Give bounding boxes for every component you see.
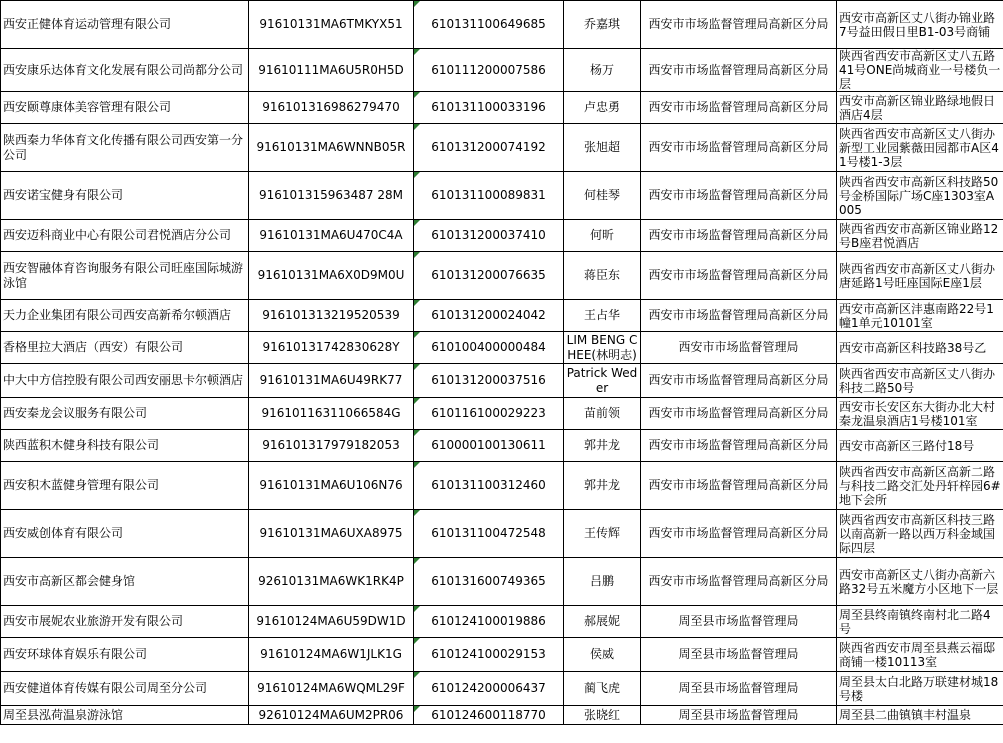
credit-code-cell[interactable]: 91610131MA6U106N76 bbox=[249, 462, 414, 510]
credit-code-cell[interactable]: 91610124MA6U59DW1D bbox=[249, 606, 414, 638]
address-cell[interactable]: 陕西省西安市高新区丈八街办新型工业园紫薇田园都市A区41号楼1-3层 bbox=[837, 124, 1003, 172]
registration-authority-cell[interactable]: 西安市市场监督管理局高新区分局 bbox=[641, 398, 837, 430]
address-cell[interactable]: 西安市高新区丈八街办高新六路32号五米魔方小区地下一层 bbox=[837, 558, 1003, 606]
legal-person-cell[interactable]: 苗前领 bbox=[564, 398, 641, 430]
table-row bbox=[1, 1, 1003, 49]
legal-person-cell[interactable]: 吕鹏 bbox=[564, 558, 641, 606]
company-name-cell[interactable]: 西安市高新区都会健身馆 bbox=[1, 558, 249, 606]
table-row bbox=[1, 172, 1003, 220]
credit-code-cell[interactable]: 91610131MA6TMKYX51 bbox=[249, 1, 414, 49]
legal-person-cell[interactable]: 郭井龙 bbox=[564, 462, 641, 510]
table-body bbox=[1, 1, 1003, 725]
company-name-cell[interactable]: 西安积木蓝健身管理有限公司 bbox=[1, 462, 249, 510]
table-row bbox=[1, 706, 1003, 725]
address-cell[interactable]: 陕西省西安市高新区高新二路与科技二路交汇处丹轩梓园6#地下会所 bbox=[837, 462, 1003, 510]
table-row bbox=[1, 364, 1003, 398]
address-cell[interactable]: 周至县二曲镇镇丰村温泉 bbox=[837, 706, 1003, 725]
registration-number-cell[interactable]: 610100400000484 bbox=[414, 332, 564, 364]
registration-authority-cell[interactable]: 西安市市场监督管理局高新区分局 bbox=[641, 124, 837, 172]
registration-number-cell[interactable]: 610131200024042 bbox=[414, 300, 564, 332]
credit-code-cell[interactable]: 92610131MA6WK1RK4P bbox=[249, 558, 414, 606]
legal-person-cell[interactable]: 王传辉 bbox=[564, 510, 641, 558]
legal-person-cell[interactable]: 张旭超 bbox=[564, 124, 641, 172]
registration-number-cell[interactable]: 610124200006437 bbox=[414, 672, 564, 706]
address-cell[interactable]: 周至县终南镇终南村北二路4号 bbox=[837, 606, 1003, 638]
registration-authority-cell[interactable]: 西安市市场监督管理局高新区分局 bbox=[641, 1, 837, 49]
registration-number-cell[interactable]: 610131200037410 bbox=[414, 220, 564, 252]
company-name-cell[interactable]: 西安环球体育娱乐有限公司 bbox=[1, 638, 249, 672]
address-cell[interactable]: 西安市高新区三路付18号 bbox=[837, 430, 1003, 462]
company-name-cell[interactable]: 西安市展妮农业旅游开发有限公司 bbox=[1, 606, 249, 638]
address-cell[interactable]: 西安市长安区东大街办北大村秦龙温泉酒店1号楼101室 bbox=[837, 398, 1003, 430]
registration-number-cell[interactable]: 610111200007586 bbox=[414, 49, 564, 92]
registration-authority-cell[interactable]: 西安市市场监督管理局高新区分局 bbox=[641, 300, 837, 332]
registration-number-cell[interactable]: 610131100649685 bbox=[414, 1, 564, 49]
company-name-cell[interactable]: 香格里拉大酒店（西安）有限公司 bbox=[1, 332, 249, 364]
table-row bbox=[1, 220, 1003, 252]
legal-person-cell[interactable]: 何桂琴 bbox=[564, 172, 641, 220]
registration-number-cell[interactable]: 610131100033196 bbox=[414, 92, 564, 124]
company-name-cell[interactable]: 西安秦龙会议服务有限公司 bbox=[1, 398, 249, 430]
table-row bbox=[1, 49, 1003, 92]
credit-code-cell[interactable]: 91610131MA6X0D9M0U bbox=[249, 252, 414, 300]
address-cell[interactable]: 周至县太白北路万联建材城18号楼 bbox=[837, 672, 1003, 706]
address-cell[interactable]: 西安市高新区沣惠南路22号1幢1单元10101室 bbox=[837, 300, 1003, 332]
company-name-cell[interactable]: 西安康乐达体育文化发展有限公司尚都分公司 bbox=[1, 49, 249, 92]
table-row bbox=[1, 398, 1003, 430]
registration-number-cell[interactable]: 610116100029223 bbox=[414, 398, 564, 430]
address-cell[interactable]: 陕西省西安市高新区丈八五路41号ONE尚城商业一号楼负一层 bbox=[837, 49, 1003, 92]
address-cell[interactable]: 西安市高新区锦业路绿地假日酒店4层 bbox=[837, 92, 1003, 124]
table-row bbox=[1, 558, 1003, 606]
address-cell[interactable]: 陕西省西安市高新区科技三路以南高新一路以西万科金域国际四层 bbox=[837, 510, 1003, 558]
credit-code-cell[interactable]: 91610124MA6WQML29F bbox=[249, 672, 414, 706]
legal-person-cell[interactable]: Patrick Weder bbox=[564, 364, 641, 398]
company-name-cell[interactable]: 西安颐尊康体美容管理有限公司 bbox=[1, 92, 249, 124]
credit-code-cell[interactable]: 91610131MA6WNNB05R bbox=[249, 124, 414, 172]
registration-authority-cell[interactable]: 周至县市场监督管理局 bbox=[641, 606, 837, 638]
legal-person-cell[interactable]: 郭井龙 bbox=[564, 430, 641, 462]
credit-code-cell[interactable]: 92610124MA6UM2PR06 bbox=[249, 706, 414, 725]
credit-code-cell[interactable]: 916101316986279470 bbox=[249, 92, 414, 124]
registration-number-cell[interactable]: 610131100089831 bbox=[414, 172, 564, 220]
registration-authority-cell[interactable]: 西安市市场监督管理局高新区分局 bbox=[641, 92, 837, 124]
credit-code-cell[interactable]: 91610111MA6U5R0H5D bbox=[249, 49, 414, 92]
credit-code-cell[interactable]: 91610124MA6W1JLK1G bbox=[249, 638, 414, 672]
legal-person-cell[interactable]: 杨万 bbox=[564, 49, 641, 92]
credit-code-cell[interactable]: 916101315963487 28M bbox=[249, 172, 414, 220]
credit-code-cell[interactable]: 91610116311066584G bbox=[249, 398, 414, 430]
registration-authority-cell[interactable]: 西安市市场监督管理局高新区分局 bbox=[641, 364, 837, 398]
table-row bbox=[1, 638, 1003, 672]
registration-number-cell[interactable]: 610131100312460 bbox=[414, 462, 564, 510]
legal-person-cell[interactable]: 王占华 bbox=[564, 300, 641, 332]
address-cell[interactable]: 陕西省西安市高新区丈八街办唐延路1号旺座国际E座1层 bbox=[837, 252, 1003, 300]
registration-authority-cell[interactable]: 西安市市场监督管理局 bbox=[641, 332, 837, 364]
legal-person-cell[interactable]: 蒋臣东 bbox=[564, 252, 641, 300]
registration-authority-cell[interactable]: 周至县市场监督管理局 bbox=[641, 672, 837, 706]
legal-person-cell[interactable]: 卢忠勇 bbox=[564, 92, 641, 124]
registration-number-cell[interactable]: 610124100029153 bbox=[414, 638, 564, 672]
address-cell[interactable]: 陕西省西安市周至县燕云福邸商铺一楼10113室 bbox=[837, 638, 1003, 672]
legal-person-cell[interactable]: 郝展妮 bbox=[564, 606, 641, 638]
legal-person-cell[interactable]: 乔嘉琪 bbox=[564, 1, 641, 49]
company-name-cell[interactable]: 天力企业集团有限公司西安高新希尔顿酒店 bbox=[1, 300, 249, 332]
table-row bbox=[1, 462, 1003, 510]
table-row bbox=[1, 606, 1003, 638]
company-name-cell[interactable]: 陕西蓝积木健身科技有限公司 bbox=[1, 430, 249, 462]
registration-number-cell[interactable]: 610124600118770 bbox=[414, 706, 564, 725]
address-cell[interactable]: 陕西省西安市高新区丈八街办科技二路50号 bbox=[837, 364, 1003, 398]
registration-authority-cell[interactable]: 西安市市场监督管理局高新区分局 bbox=[641, 510, 837, 558]
legal-person-cell[interactable]: 张晓红 bbox=[564, 706, 641, 725]
address-cell[interactable]: 西安市高新区丈八街办锦业路7号益田假日里B1-03号商铺 bbox=[837, 1, 1003, 49]
address-cell[interactable]: 陕西省西安市高新区锦业路12号B座君悦酒店 bbox=[837, 220, 1003, 252]
registration-number-cell[interactable]: 610131100472548 bbox=[414, 510, 564, 558]
company-name-cell[interactable]: 中大中方信控股有限公司西安丽思卡尔顿酒店 bbox=[1, 364, 249, 398]
address-cell[interactable]: 西安市高新区科技路38号乙 bbox=[837, 332, 1003, 364]
credit-code-cell[interactable]: 916101313219520539 bbox=[249, 300, 414, 332]
company-name-cell[interactable]: 西安正健体育运动管理有限公司 bbox=[1, 1, 249, 49]
registration-authority-cell[interactable]: 周至县市场监督管理局 bbox=[641, 638, 837, 672]
table-row bbox=[1, 430, 1003, 462]
company-name-cell[interactable]: 西安迈科商业中心有限公司君悦酒店分公司 bbox=[1, 220, 249, 252]
registration-authority-cell[interactable]: 西安市市场监督管理局高新区分局 bbox=[641, 558, 837, 606]
registration-number-cell[interactable]: 610131200076635 bbox=[414, 252, 564, 300]
registration-number-cell[interactable]: 610000100130611 bbox=[414, 430, 564, 462]
company-name-cell[interactable]: 西安威创体育有限公司 bbox=[1, 510, 249, 558]
credit-code-cell[interactable]: 91610131MA6U49RK77 bbox=[249, 364, 414, 398]
registration-authority-cell[interactable]: 周至县市场监督管理局 bbox=[641, 706, 837, 725]
registration-number-cell[interactable]: 610131600749365 bbox=[414, 558, 564, 606]
registration-number-cell[interactable]: 610124100019886 bbox=[414, 606, 564, 638]
legal-person-cell[interactable]: 何昕 bbox=[564, 220, 641, 252]
table-row bbox=[1, 252, 1003, 300]
credit-code-cell[interactable]: 91610131742830628Y bbox=[249, 332, 414, 364]
registration-number-cell[interactable]: 610131200037516 bbox=[414, 364, 564, 398]
registration-authority-cell[interactable]: 西安市市场监督管理局高新区分局 bbox=[641, 252, 837, 300]
table-row bbox=[1, 672, 1003, 706]
legal-person-cell[interactable]: 侯威 bbox=[564, 638, 641, 672]
address-cell[interactable]: 陕西省西安市高新区科技路50号金桥国际广场C座1303室A005 bbox=[837, 172, 1003, 220]
credit-code-cell[interactable]: 91610131MA6UXA8975 bbox=[249, 510, 414, 558]
registration-number-cell[interactable]: 610131200074192 bbox=[414, 124, 564, 172]
table-row bbox=[1, 332, 1003, 364]
registration-authority-cell[interactable]: 西安市市场监督管理局高新区分局 bbox=[641, 430, 837, 462]
company-name-cell[interactable]: 陕西秦力华体育文化传播有限公司西安第一分公司 bbox=[1, 124, 249, 172]
table-row bbox=[1, 92, 1003, 124]
registration-authority-cell[interactable]: 西安市市场监督管理局高新区分局 bbox=[641, 462, 837, 510]
credit-code-cell[interactable]: 916101317979182053 bbox=[249, 430, 414, 462]
registration-authority-cell[interactable]: 西安市市场监督管理局高新区分局 bbox=[641, 49, 837, 92]
company-name-cell[interactable]: 周至县泓荷温泉游泳馆 bbox=[1, 706, 249, 725]
legal-person-cell[interactable]: LIM BENG CHEE(林明志) bbox=[564, 332, 641, 364]
table-row bbox=[1, 124, 1003, 172]
table-row bbox=[1, 300, 1003, 332]
registration-authority-cell[interactable]: 西安市市场监督管理局高新区分局 bbox=[641, 220, 837, 252]
table-row bbox=[1, 510, 1003, 558]
registration-authority-cell[interactable]: 西安市市场监督管理局高新区分局 bbox=[641, 172, 837, 220]
company-name-cell[interactable]: 西安智融体育咨询服务有限公司旺座国际城游泳馆 bbox=[1, 252, 249, 300]
credit-code-cell[interactable]: 91610131MA6U470C4A bbox=[249, 220, 414, 252]
company-name-cell[interactable]: 西安健道体育传媒有限公司周至分公司 bbox=[1, 672, 249, 706]
company-name-cell[interactable]: 西安诺宝健身有限公司 bbox=[1, 172, 249, 220]
legal-person-cell[interactable]: 蔺飞虎 bbox=[564, 672, 641, 706]
